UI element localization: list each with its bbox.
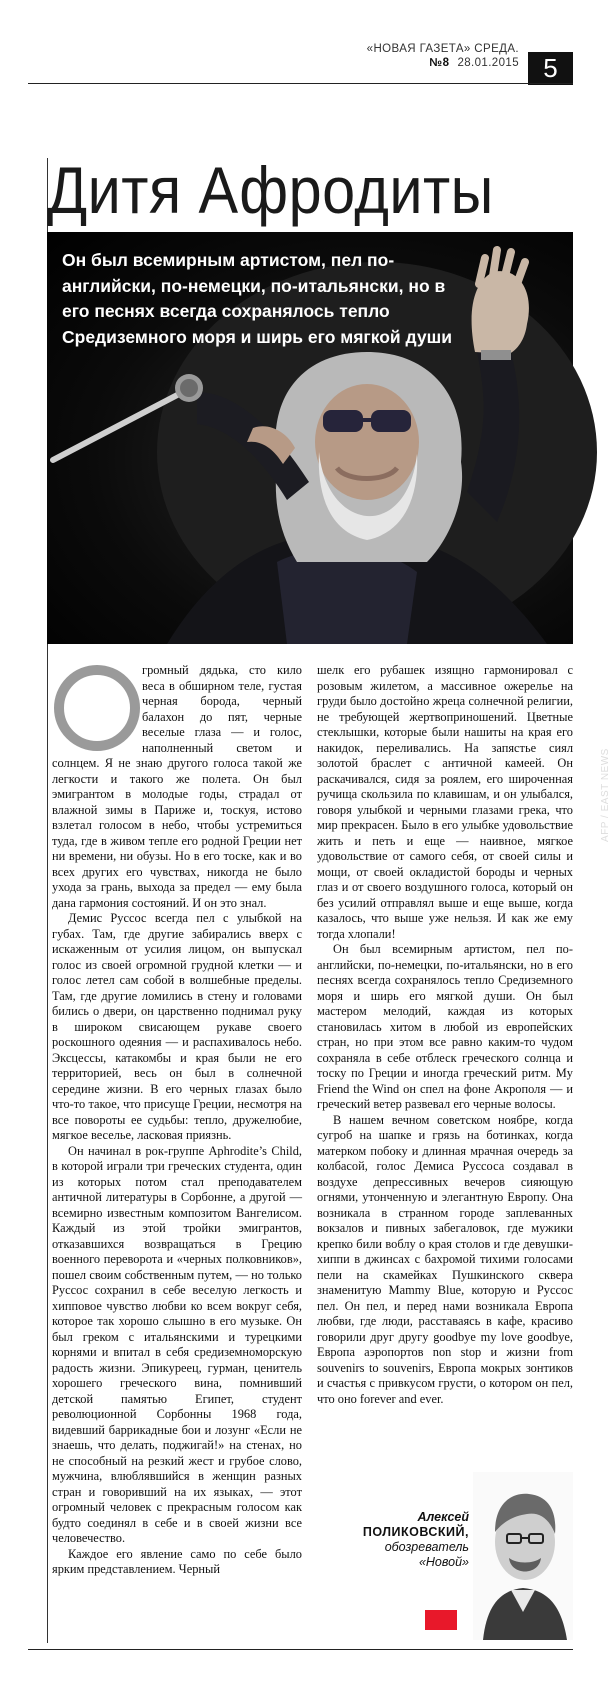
author-portrait: [473, 1472, 573, 1640]
issue-number: №8: [429, 57, 450, 69]
dropcap: [52, 665, 134, 747]
author-last-name: ПОЛИКОВСКИЙ,: [362, 1525, 469, 1539]
header-rule: [28, 83, 573, 84]
paragraph: Демис Руссос всегда пел с улыбкой на губах. Там, где другие забирались вверх с искаженным от усилия лицом, он выпускал голос из своей огромной грудной клетки — и голос летел сам собой в волшебные пределы. Там, где другие ломились в стену и головами бились о двери, он царственно поднимал руку в широком свисающем рукаве своего роскошного одеяния — и распахивалось небо. Эксцессы, катакомбы и края были не его территорией, весь он был в солнечной середине жизни. В его черных глазах было что-то такое, что присуще Греции, несмотря на все повороты ее судьбы: тепло, дружелюбие, мягкое веселье, ласковая приязнь.: [52, 911, 302, 1142]
red-marker-square: [425, 1610, 457, 1630]
bottom-rule: [28, 1649, 573, 1650]
paragraph: В нашем вечном советском ноябре, когда сугроб на шапке и грязь на ботинках, когда матерком побоку и длинная мрачная очередь за колбасой, голос Демиса Руссоса создавал в воздухе депрессивных вечеров сияющую огнями, утонченную и элегантную Европу. Она возникала в странном городе заплеванных вокзалов и пивных забегаловок, где мужики крепко били воблу о края столов и где девушки-хиппи в джинсах с бахромой тихими голосами пели на скамейках Пушкинского сквера знаменитую Mammy Blue, которую и Руссос пел. Он пел, и перед нами возникала Европа любви, где люди, расставаясь в кафе, красиво говорили друг другу goodbye my love goodbye, Европа аэропортов non stop и жизни from souvenirs to souvenirs, Европа мокрых зонтиков и счастья с привкусом грусти, о котором он пел, что оно forever and ever.: [317, 1112, 573, 1406]
paragraph: громный дядька, сто кило веса в обширном теле, густая черная борода, черный балахон до пят, черные веселые глаза — и голос, наполненный светом и солнцем. Я не знаю другого голоса такой же легкости и такого же полета. Он был эмигрантом в молодые годы, страдал от влажной зимы в Париже и, тоскуя, истово взлетал голосом в небо, чтобы устремиться туда, где в живом тепле его родной Греции нет ни времени, ни обузы. Но в его тоске, как и во всех других его чувствах, никогда не было ухода за грань, выхода за предел — ему была дана гармония состояний. И он это знал.: [52, 663, 302, 910]
page-number-box: 5: [528, 52, 573, 85]
lede-text: Он был всемирным артистом, пел по-английски, по-немецки, по-итальянски, но в его песнях всегда сохранялось тепло Средиземного моря и ширь его мягкой души: [62, 250, 452, 347]
issue-date: 28.01.2015: [457, 57, 519, 69]
headline: Дитя Афродиты: [47, 153, 494, 227]
paragraph: Каждое его явление само по себе было ярким представлением. Черный: [52, 1546, 302, 1576]
dropcap-letter: [54, 665, 140, 751]
article-column-1: [52, 663, 302, 1578]
masthead-paper-name: «НОВАЯ ГАЗЕТА» СРЕДА.: [366, 43, 519, 55]
author-portrait-icon: [473, 1472, 573, 1640]
paragraph: Он был всемирным артистом, пел по-английски, по-немецки, по-итальянски, но в его песнях всегда сохранялось тепло Средиземного моря и ширь его мягкой души. Он был мастером мелодий, каждая из которых становилась хитом в любой из европейских стран, но при этом все равно каким-то чудом сохраняла в себе отблеск греческого солнца и тоску по Греции и иногда греческий ритм. My Friend the Wind он спел на фоне Акрополя — и греческий ветер развевал его черные волосы.: [317, 942, 573, 1111]
article-column-2: [317, 663, 573, 1407]
author-role: обозреватель: [384, 1540, 469, 1554]
byline: [357, 1510, 469, 1570]
paragraph: Он начинал в рок-группе Aphrodite’s Child, в которой играли три греческих студента, один из которых потом стал преподавателем античной литературы в Сорбонне, а другой — всемирно известным композитом Вангелисом. Каждый из этой тройки эмигрантов, отказавшихся возвращаться в Грецию военного переворота и «черных полковников», пошел своим собственным путем, — но только Руссос сохранил в себе веселую легкость и хипповое чувство любви ко всем вокруг себя, которое так хорошо слышно в его музыке. Он был греком с итальянскими и турецкими корнями и впитал в себя средиземноморскую радость жизни. Эпикуреец, гурман, ценитель хорошего греческого вина, помнивший детской памятью Египет, студент революционной Сорбонны 1968 года, видевший баррикадные бои и лозунг «Если не знаешь, что делать, поджигай!» на стенах, но не способный на резкий жест и грубое слово, мужчина, влюблявшийся в женщин разных стран и говоривший на их языках, — этот огромный человек с прекрасным голосом как будто соединял в себе и в своей жизни все человечество.: [52, 1143, 302, 1545]
paragraph: шелк его рубашек изящно гармонировал с розовым жилетом, а массивное ожерелье на груди было достойно жреца солнечной религии, не требующей жертвоприношений. Цветные стеклышки, которые были нашиты на края его накидок, переливались. На запястье сиял золотой браслет с античной камеей. Он раскачивался, сидя за роялем, его широченная ручища скользила по клавишам, и он улыбался, говоря улыбкой и черными глазами грека, что мир прекрасен. Было в его улыбке удовольствие жить и петь и еще — наивное, мягкое удовольствие от самого себя, от своей силы и мощи, от своей окладистой бороды и черных глаз и от своего воздушного голоса, который он без усилий отправлял выше и еще выше, когда казалось, что выше уже нельзя. И как же ему тогда хлопали!: [317, 663, 573, 941]
masthead: [367, 42, 519, 70]
author-affiliation: «Новой»: [418, 1555, 469, 1569]
masthead-issue-line: [367, 56, 519, 70]
photo-credit: AFP / EAST NEWS: [600, 748, 611, 842]
author-first-name: Алексей: [417, 1510, 469, 1524]
